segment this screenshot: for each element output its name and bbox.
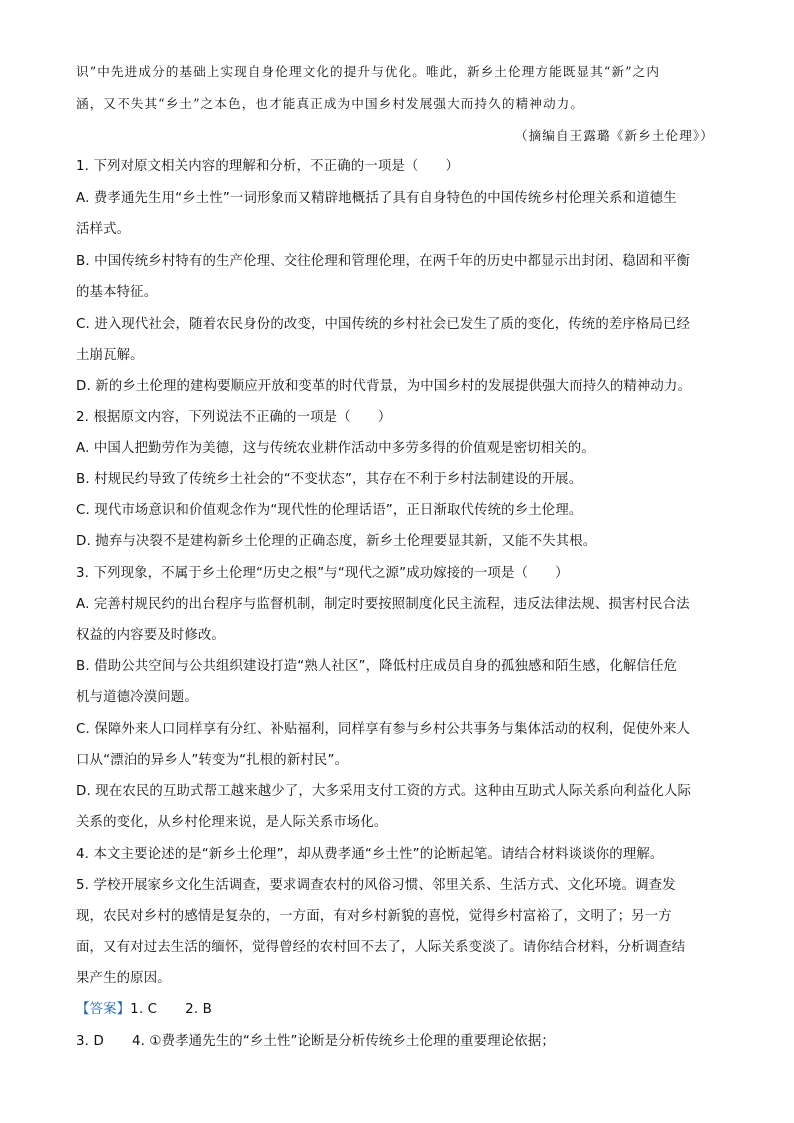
question-2-option-b: B. 村规民约导致了传统乡土社会的“不变状态”，其存在不利于乡村法制建设的开展。 bbox=[76, 472, 583, 487]
question-1-option-a: A. 费孝通先生用“乡土性”一词形象而又精辟地概括了具有自身特色的中国传统乡村伦理关系和道德生 bbox=[76, 191, 677, 206]
answer-4: 4. ①费孝通先生的“乡土性”论断是分析传统乡土伦理的重要理论依据； bbox=[131, 1034, 555, 1049]
question-1-stem: 1. 下列对原文相关内容的理解和分析，不正确的一项是（ ） bbox=[76, 159, 460, 174]
question-1-option-a-cont: 活样式。 bbox=[76, 222, 131, 237]
question-5-line-4: 果产生的原因。 bbox=[76, 971, 171, 986]
source-citation: （摘编自王露璐《新乡土伦理》） bbox=[514, 128, 714, 143]
question-3-option-c-cont: 口从“漂泊的异乡人”转变为“扎根的新村民”。 bbox=[76, 753, 349, 768]
answer-1: 1. C bbox=[130, 1002, 158, 1017]
question-3-stem: 3. 下列现象，不属于乡土伦理“历史之根”与“现代之源”成功嫁接的一项是（ ） bbox=[76, 566, 569, 581]
question-3-option-c: C. 保障外来人口同样享有分红、补贴福利，同样享有参与乡村公共事务与集体活动的权利，促使外来人 bbox=[76, 722, 691, 737]
intro-line-1: 识”中先进成分的基础上实现自身伦理文化的提升与优化。唯此，新乡土伦理方能既显其“新”之内 bbox=[76, 64, 661, 79]
intro-line-2: 涵，又不失其“乡土”之本色，也才能真正成为中国乡村发展强大而持久的精神动力。 bbox=[76, 96, 585, 111]
question-1-option-d: D. 新的乡土伦理的建构要顺应开放和变革的时代背景，为中国乡村的发展提供强大而持久的精神动力。 bbox=[76, 379, 692, 394]
question-4-stem: 4. 本文主要论述的是“新乡土伦理”，却从费孝通“乡土性”的论断起笔。请结合材料谈谈你的理解。 bbox=[76, 847, 664, 862]
question-3-option-a: A. 完善村规民约的出台程序与监督机制，制定时要按照制度化民主流程，违反法律法规、损害村民合法 bbox=[76, 597, 690, 612]
answer-3: 3. D bbox=[76, 1034, 104, 1049]
question-1-option-c-cont: 土崩瓦解。 bbox=[76, 348, 144, 363]
question-3-option-a-cont: 权益的内容要及时修改。 bbox=[76, 628, 225, 643]
question-2-option-c: C. 现代市场意识和价值观念作为“现代性的伦理话语”，正日渐取代传统的乡土伦理。 bbox=[76, 503, 583, 518]
question-5-line-2: 现，农民对乡村的感情是复杂的，一方面，有对乡村新貌的喜悦，觉得乡村富裕了，文明了；另一方 bbox=[76, 909, 672, 924]
question-2-option-d: D. 抛弃与决裂不是建构新乡土伦理的正确态度，新乡土伦理要显其新，又能不失其根。 bbox=[76, 534, 597, 549]
question-3-option-d-cont: 关系的变化，从乡村伦理来说，是人际关系市场化。 bbox=[76, 815, 388, 830]
question-5-line-3: 面，又有对过去生活的缅怀，觉得曾经的农村回不去了，人际关系变淡了。请你结合材料，分析调查结 bbox=[76, 940, 686, 955]
answer-line-1 bbox=[76, 1000, 212, 1020]
question-3-option-b-cont: 机与道德冷漠问题。 bbox=[76, 690, 198, 705]
question-3-option-d: D. 现在农民的互助式帮工越来越少了，大多采用支付工资的方式。这种由互助式人际关系向利益化人际 bbox=[76, 784, 692, 799]
answer-line-2 bbox=[76, 1032, 555, 1052]
answer-label: 【答案】 bbox=[76, 1002, 131, 1017]
question-1-option-c: C. 进入现代社会，随着农民身份的改变，中国传统的乡村社会已发生了质的变化，传统的差序格局已经 bbox=[76, 317, 691, 332]
question-2-option-a: A. 中国人把勤劳作为美德，这与传统农业耕作活动中多劳多得的价值观是密切相关的。 bbox=[76, 441, 595, 456]
question-3-option-b: B. 借助公共空间与公共组织建设打造“熟人社区”，降低村庄成员自身的孤独感和陌生感，化解信任危 bbox=[76, 659, 678, 674]
question-1-option-b: B. 中国传统乡村特有的生产伦理、交往伦理和管理伦理，在两千年的历史中都显示出封闭、稳固和平衡 bbox=[76, 254, 690, 269]
question-2-stem: 2. 根据原文内容，下列说法不正确的一项是（ ） bbox=[76, 410, 392, 425]
question-5-line-1: 5. 学校开展家乡文化生活调查，要求调查农村的风俗习惯、邻里关系、生活方式、文化环境。调查发 bbox=[76, 878, 676, 893]
question-1-option-b-cont: 的基本特征。 bbox=[76, 285, 158, 300]
answer-2: 2. B bbox=[185, 1002, 212, 1017]
